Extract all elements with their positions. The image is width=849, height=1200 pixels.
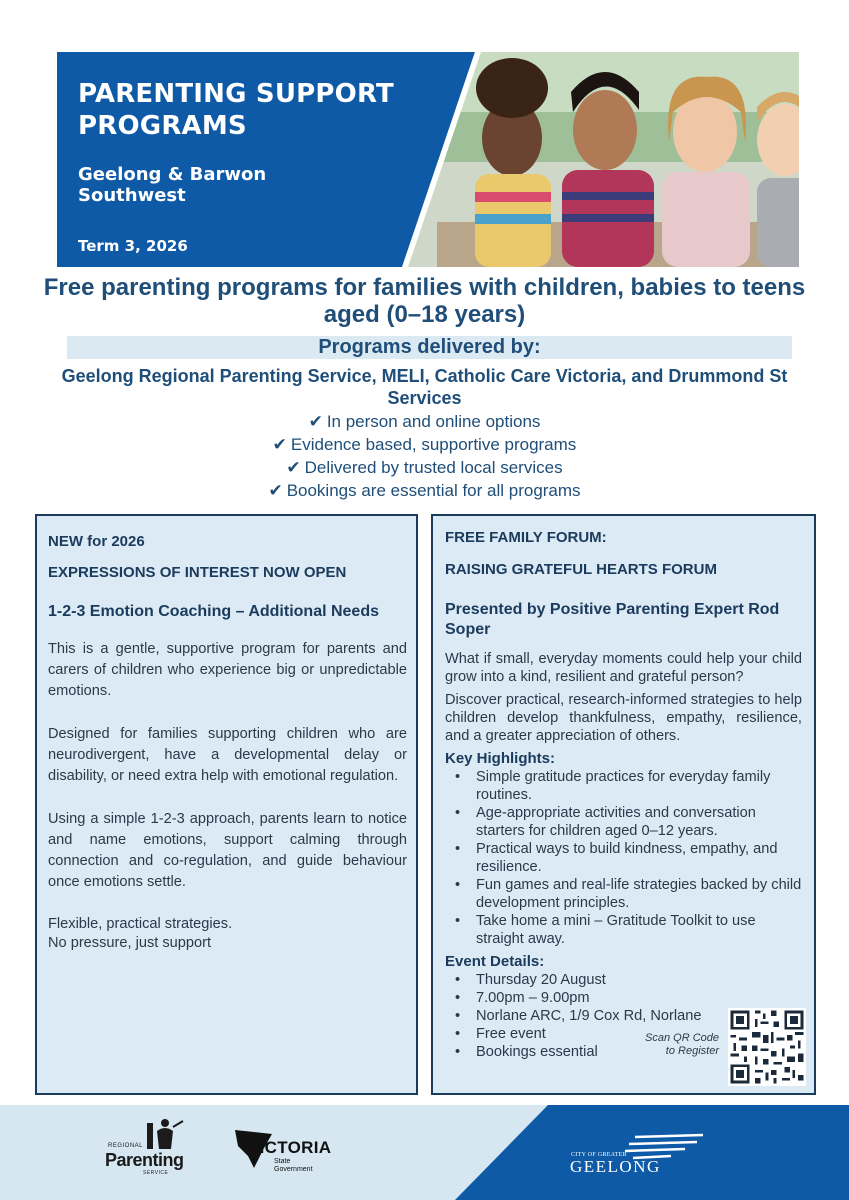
parenting-logo-small: REGIONAL	[108, 1143, 144, 1149]
program-approach: Using a simple 1-2-3 approach, parents learn to notice and name emotions, support calming through connection and co-regulation, and guide behaviour once emotions settle.	[48, 811, 407, 890]
victoria-subtitle: State Government	[274, 1158, 313, 1173]
term-label: Term 3, 2026	[78, 237, 188, 255]
family-figure-icon	[143, 1117, 187, 1151]
qr-register-block[interactable]	[641, 1008, 806, 1086]
check-icon: ✔	[286, 458, 301, 477]
victoria-government-logo	[234, 1128, 332, 1176]
list-item: • Take home a mini – Gratitude Toolkit to use straight away.	[445, 912, 802, 948]
presenter-heading: Presented by Positive Parenting Expert Rod Soper	[445, 601, 780, 638]
check-icon: ✔	[272, 435, 287, 454]
forum-label: FREE FAMILY FORUM:	[445, 529, 607, 546]
check-icon: ✔	[308, 412, 323, 431]
list-item: • Thursday 20 August	[445, 971, 735, 989]
qr-code-icon[interactable]	[728, 1008, 806, 1086]
program-audience: Designed for families supporting children who are neurodivergent, have a developmental delay or disability, or need extra help with emotional regulation.	[48, 726, 407, 784]
event-details-heading: Event Details:	[445, 953, 545, 970]
family-forum-panel	[431, 514, 816, 1095]
emotion-coaching-panel	[35, 514, 418, 1095]
geelong-logo-small: CITY OF GREATER	[571, 1152, 627, 1158]
checklist-item: ✔ Delivered by trusted local services	[286, 458, 563, 477]
header-banner	[57, 52, 799, 267]
providers-list: Geelong Regional Parenting Service, MELI, Catholic Care Victoria, and Drummond St Services	[61, 366, 788, 408]
forum-description: Discover practical, research-informed strategies to help children develop thankfulness, empathy, resilience, and a greater appreciation of others.	[445, 692, 802, 744]
feature-checklist	[40, 410, 809, 502]
list-item: • Practical ways to build kindness, empathy, and resilience.	[445, 840, 802, 876]
checklist-item: ✔ Bookings are essential for all programs	[268, 481, 581, 500]
delivered-by-heading: Programs delivered by:	[67, 336, 792, 359]
list-item: • Simple gratitude practices for everyday family routines.	[445, 768, 802, 804]
forum-intro: What if small, everyday moments could help your child grow into a kind, resilient and grateful person?	[445, 651, 802, 685]
list-item: • 7.00pm – 9.00pm	[445, 989, 735, 1007]
parenting-logo-tiny: SERVICE	[143, 1170, 169, 1176]
list-item: • Age-appropriate activities and conversation starters for children aged 0–12 years.	[445, 804, 802, 840]
city-of-greater-geelong-logo	[565, 1133, 715, 1181]
new-label: NEW for 2026	[48, 533, 145, 550]
checklist-item: ✔ Evidence based, supportive programs	[272, 435, 577, 454]
victoria-word: VICTORIA	[248, 1138, 332, 1157]
geelong-logo-word: GEELONG	[570, 1157, 661, 1176]
list-item: • Fun games and real-life strategies backed by child development principles.	[445, 876, 802, 912]
regional-parenting-service-logo	[105, 1117, 185, 1179]
page-title: PARENTING SUPPORT PROGRAMS	[78, 79, 394, 141]
parenting-logo-word: Parenting	[105, 1150, 184, 1170]
forum-title: RAISING GRATEFUL HEARTS FORUM	[445, 561, 717, 578]
program-tagline: Flexible, practical strategies. No pressure, just support	[48, 916, 233, 951]
headline: Free parenting programs for families with children, babies to teens aged (0–18 years)	[43, 274, 806, 328]
highlights-list	[445, 768, 802, 948]
banner-text	[78, 78, 438, 255]
list-item: • Free event	[445, 1025, 735, 1043]
list-item: • Bookings essential	[445, 1043, 735, 1061]
region-subtitle: Geelong & Barwon Southwest	[78, 164, 267, 206]
program-title: 1-2-3 Emotion Coaching – Additional Needs	[48, 603, 379, 620]
highlights-heading: Key Highlights:	[445, 750, 556, 767]
qr-caption: Scan QR Code to Register	[645, 1032, 719, 1057]
eoi-heading: EXPRESSIONS OF INTEREST NOW OPEN	[48, 564, 347, 581]
program-description: This is a gentle, supportive program for parents and carers of children who experience big or unpredictable emotions.	[48, 641, 407, 699]
checklist-item: ✔ In person and online options	[308, 412, 541, 431]
list-item: • Norlane ARC, 1/9 Cox Rd, Norlane	[445, 1007, 735, 1025]
check-icon: ✔	[268, 481, 283, 500]
